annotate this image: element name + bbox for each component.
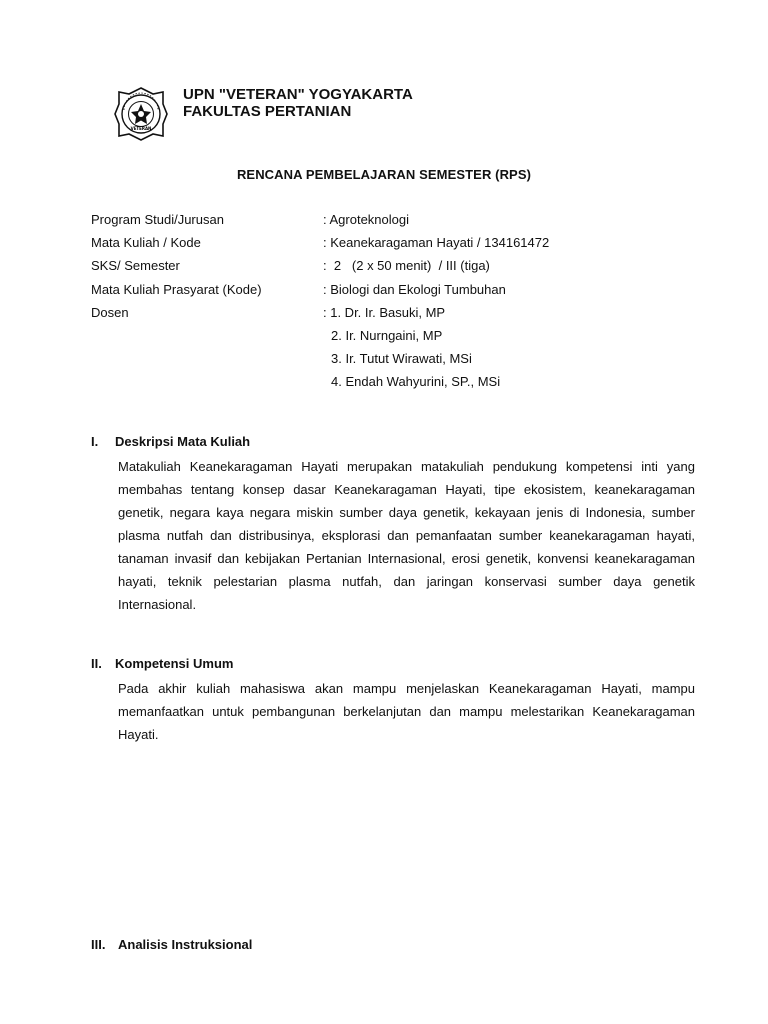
section-number: III. [91,937,106,952]
section-body-deskripsi: Matakuliah Keanekaragaman Hayati merupakan matakuliah pendukung kompetensi inti yang membahas tentang konsep dasar Keanekaragaman Hayati, tipe ekosistem, keanekaragaman genetik, negara kaya negara miskin sumber daya genetik, kekayaan jenis di Indonesia, sumber plasma nutfah dan distribusinya, eksplorasi dan pemanfaatan sumber keanekaragaman hayati, tanaman invasif dan kebijakan Pertanian Internasional, erosi genetik, konvensi keanekaragaman hayati, teknik pelestarian plasma nutfah, dan jaringan konservasi sumber daya genetik Internasional. [118,459,695,612]
section-number: I. [91,434,99,449]
info-value: : 1. Dr. Ir. Basuki, MP [323,305,446,320]
info-value: 3. Ir. Tutut Wirawati, MSi [331,351,472,366]
info-label: Dosen [91,305,129,320]
info-label: Program Studi/Jurusan [91,212,224,227]
section-body-kompetensi: Pada akhir kuliah mahasiswa akan mampu menjelaskan Keanekaragaman Hayati, mampu memanfaatkan untuk pembangunan berkelanjutan dan mampu melestarikan Keanekaragaman Hayati. [118,681,695,742]
info-label: SKS/ Semester [91,258,180,273]
section-title: Analisis Instruksional [118,937,253,952]
institution-names [183,86,413,120]
document-title: RENCANA PEMBELAJARAN SEMESTER (RPS) [236,167,532,182]
section-title: Deskripsi Mata Kuliah [115,434,251,449]
info-value: : Biologi dan Ekologi Tumbuhan [323,282,506,297]
university-logo-icon [113,86,169,142]
section-title: Kompetensi Umum [115,656,234,671]
info-label: Mata Kuliah Prasyarat (Kode) [91,282,262,297]
section-number: II. [91,656,102,671]
university-name: UPN "VETERAN" YOGYAKARTA [183,86,413,103]
svg-text:VETERAN: VETERAN [130,126,152,131]
info-value: : Agroteknologi [323,212,410,227]
faculty-name: FAKULTAS PERTANIAN [183,103,352,120]
info-value: : Keanekaragaman Hayati / 134161472 [323,235,550,250]
info-label: Mata Kuliah / Kode [91,235,201,250]
info-value: 4. Endah Wahyurini, SP., MSi [331,374,501,389]
info-value: 2. Ir. Nurngaini, MP [331,328,443,343]
info-value: : 2 (2 x 50 menit) / III (tiga) [323,258,490,273]
